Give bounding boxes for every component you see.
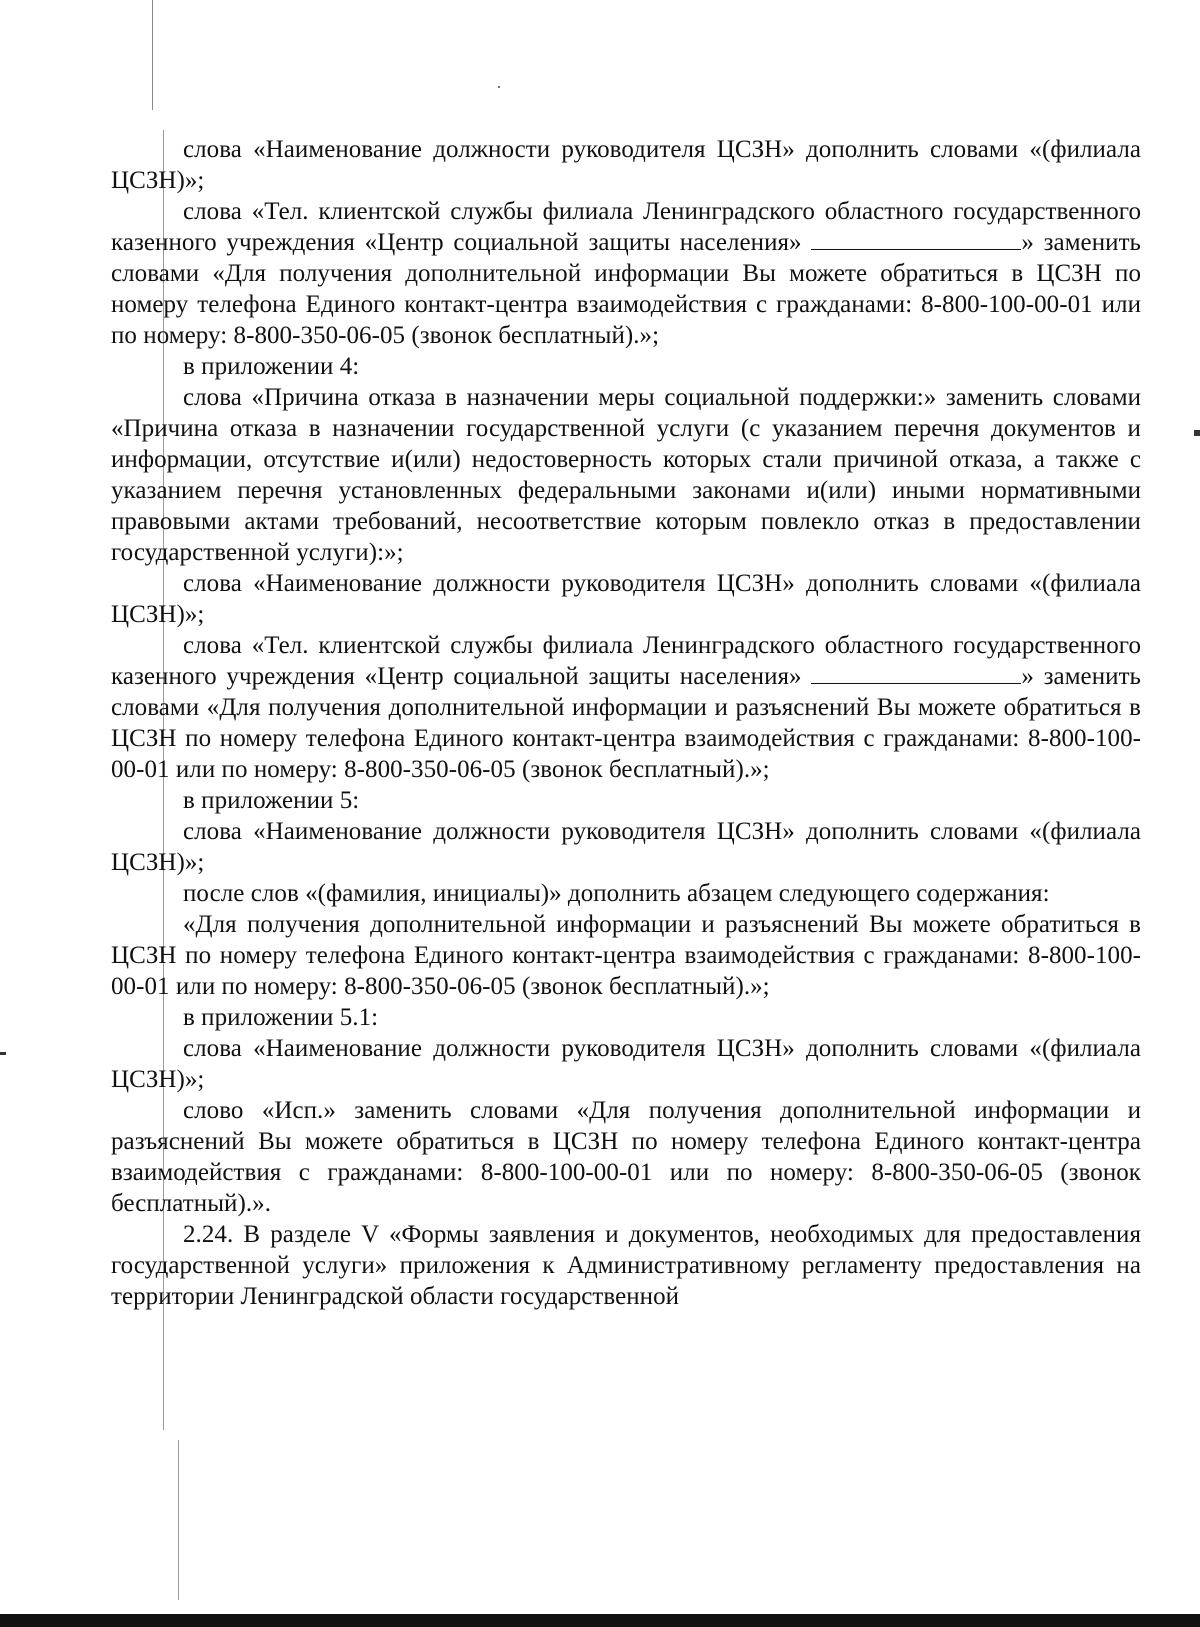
scan-edge-mark [1194,430,1200,436]
paragraph: слово «Исп.» заменить словами «Для получения дополнительной информации и разъяснений Вы можете обратиться в ЦСЗН по номеру телефона Единого контакт-центра взаимодействия с гражданами: 8-800-100-00-01 или по номеру: 8-800-350-06-05 (звонок бесплатный).». [111,1097,1141,1217]
paragraph: в приложении 4: [183,353,360,380]
paragraph: слова «Наименование должности руководителя ЦСЗН» дополнить словами «(филиала ЦСЗН)»; [111,818,1141,876]
blank-line [811,227,1021,250]
paragraph [111,630,1141,785]
paragraph-text: слова «Тел. клиентской службы филиала Ленинградского областного государственного казенного учреждения «Центр социальной защиты населения» [111,198,1141,256]
document-body [111,134,1141,1312]
paragraph: слова «Причина отказа в назначении меры социальной поддержки:» заменить словами «Причина отказа в назначении государственной услуги (с указанием перечня документов и информации, отсутствие и(или) недостоверность которых стали причиной отказа, а также с указанием перечня установленных федеральными законами и(или) иными нормативными правовыми актами требований, несоответствие которым повлекло отказ в предоставлении государственной услуги):»; [111,384,1141,566]
paragraph-text: » заменить словами «Для получения дополнительной информации Вы можете обратиться в ЦСЗН по номеру телефона Единого контакт-центра взаимодействия с гражданами: 8-800-100-00-01 или по номеру: 8-800-350-06-05 (звонок бесплатный).»; [111,229,1141,349]
paragraph [111,196,1141,351]
paragraph: 2.24. В разделе V «Формы заявления и документов, необходимых для предоставления государственной услуги» приложения к Административному регламенту предоставления на территории Ленинградской области государственной [111,1221,1141,1310]
paragraph: слова «Наименование должности руководителя ЦСЗН» дополнить словами «(филиала ЦСЗН)»; [111,570,1141,628]
paragraph: после слов «(фамилия, инициалы)» дополнить абзацем следующего содержания: [183,880,1050,907]
paragraph: в приложении 5.1: [183,1004,379,1031]
scan-margin-line [178,1440,179,1600]
paragraph: слова «Наименование должности руководителя ЦСЗН» дополнить словами «(филиала ЦСЗН)»; [111,136,1141,194]
blank-line [811,661,1021,684]
scan-speck [498,86,500,88]
paragraph: в приложении 5: [183,787,360,814]
paragraph-text: слова «Тел. клиентской службы филиала Ленинградского областного государственного казенного учреждения «Центр социальной защиты населения» [111,632,1141,690]
paragraph: слова «Наименование должности руководителя ЦСЗН» дополнить словами «(филиала ЦСЗН)»; [111,1035,1141,1093]
paragraph: «Для получения дополнительной информации и разъяснений Вы можете обратиться в ЦСЗН по номеру телефона Единого контакт-центра взаимодействия с гражданами: 8-800-100-00-01 или по номеру: 8-800-350-06-05 (звонок бесплатный).»; [111,911,1141,1000]
scan-bottom-edge [0,1614,1200,1627]
paragraph-text: » заменить словами «Для получения дополнительной информации и разъяснений Вы можете обратиться в ЦСЗН по номеру телефона Единого контакт-центра взаимодействия с гражданами: 8-800-100-00-01 или по номеру: 8-800-350-06-05 (звонок бесплатный).»; [111,663,1141,783]
scan-edge-mark [0,1052,6,1055]
scan-margin-line [152,0,153,110]
